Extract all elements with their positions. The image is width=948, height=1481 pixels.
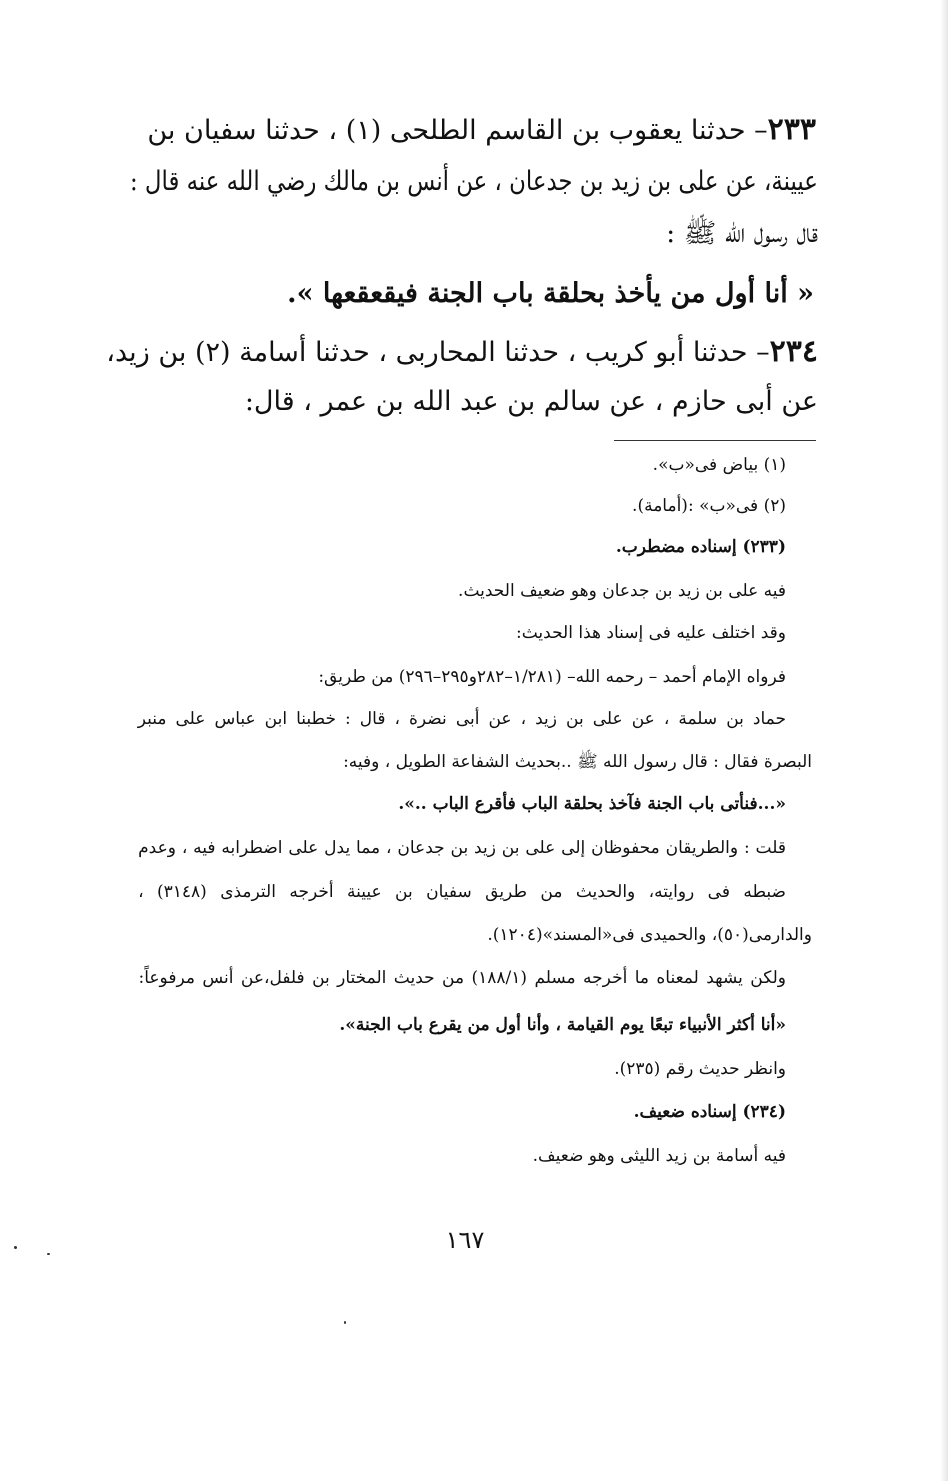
scan-speck bbox=[14, 1246, 17, 1249]
footnote-separator bbox=[614, 440, 816, 441]
hadith-234-line-2: عن أبى حازم ، عن سالم بن عبد الله بن عمر ، قال: bbox=[244, 386, 818, 417]
note-line: فيه أسامة بن زيد الليثى وهو ضعيف. bbox=[532, 1146, 786, 1166]
hadith-233-grade: (٢٣٣) إسناده مضطرب. bbox=[615, 537, 786, 557]
note-line: البصرة فقال : قال رسول الله ﷺ ..بحديث الشفاعة الطويل ، وفيه: bbox=[343, 752, 812, 772]
scan-edge-shadow bbox=[940, 0, 948, 1481]
note-line: ضبطه فى روايته، والحديث من طريق سفيان بن عيينة أخرجه الترمذى (٣١٤٨) ، bbox=[138, 882, 786, 902]
note-line: قلت : والطريقان محفوظان إلى على بن زيد بن جدعان ، مما يدل على اضطرابه فيه ، وعدم bbox=[138, 838, 786, 858]
note-line: وانظر حديث رقم (٢٣٥). bbox=[614, 1059, 786, 1079]
footnote-1: (١) بياض فى«ب». bbox=[652, 455, 786, 475]
hadith-233-quote: « أنا أول من يأخذ بحلقة باب الجنة فيقعقعها ». bbox=[287, 278, 814, 309]
note-quote: «أنا أكثر الأنبياء تبعًا يوم القيامة ، وأنا أول من يقرع باب الجنة». bbox=[339, 1015, 786, 1035]
note-line: فرواه الإمام أحمد – رحمه الله– (١/٢٨١–٢٨٢و٢٩٥–٢٩٦) من طريق: bbox=[318, 667, 786, 687]
hadith-234-number: ٢٣٤ bbox=[769, 334, 818, 369]
note-line: فيه على بن زيد بن جدعان وهو ضعيف الحديث. bbox=[458, 581, 786, 601]
note-line: ولكن يشهد لمعناه ما أخرجه مسلم (١٨٨/١) من حديث المختار بن فلفل،عن أنس مرفوعاً: bbox=[138, 968, 786, 988]
page-number: ١٦٧ bbox=[445, 1226, 485, 1254]
hadith-233-line-2: عيينة، عن على بن زيد بن جدعان ، عن أنس بن مالك رضي الله عنه قال : bbox=[130, 166, 818, 197]
note-quote: «...فنأتى باب الجنة فآخذ بحلقة الباب فأقرع الباب ..». bbox=[398, 794, 786, 814]
hadith-234-line-1 bbox=[106, 330, 818, 375]
hadith-233-line-3: قال رسول الله ﷺ : bbox=[666, 218, 818, 249]
footnote-2: (٢) فى«ب» :(أمامة). bbox=[632, 496, 786, 516]
scan-speck bbox=[344, 1321, 346, 1324]
note-line: والدارمى(٥٠)، والحميدى فى«المسند»(١٢٠٤). bbox=[487, 925, 812, 945]
hadith-234-grade: (٢٣٤) إسناده ضعيف. bbox=[633, 1102, 786, 1122]
note-line: وقد اختلف عليه فى إسناد هذا الحديث: bbox=[516, 623, 786, 643]
hadith-234-text-1: – حدثنا أبو كريب ، حدثنا المحاربى ، حدثنا أسامة (٢) بن زيد، bbox=[106, 337, 770, 368]
note-line: حماد بن سلمة ، عن على بن زيد ، عن أبى نضرة ، قال : خطبنا ابن عباس على منبر bbox=[137, 709, 786, 729]
hadith-233-text-1: – حدثنا يعقوب بن القاسم الطلحى (١) ، حدثنا سفيان بن bbox=[147, 115, 768, 146]
hadith-233-line-1 bbox=[147, 108, 816, 153]
hadith-233-number: ٢٣٣ bbox=[767, 112, 816, 147]
scan-speck bbox=[47, 1253, 50, 1255]
